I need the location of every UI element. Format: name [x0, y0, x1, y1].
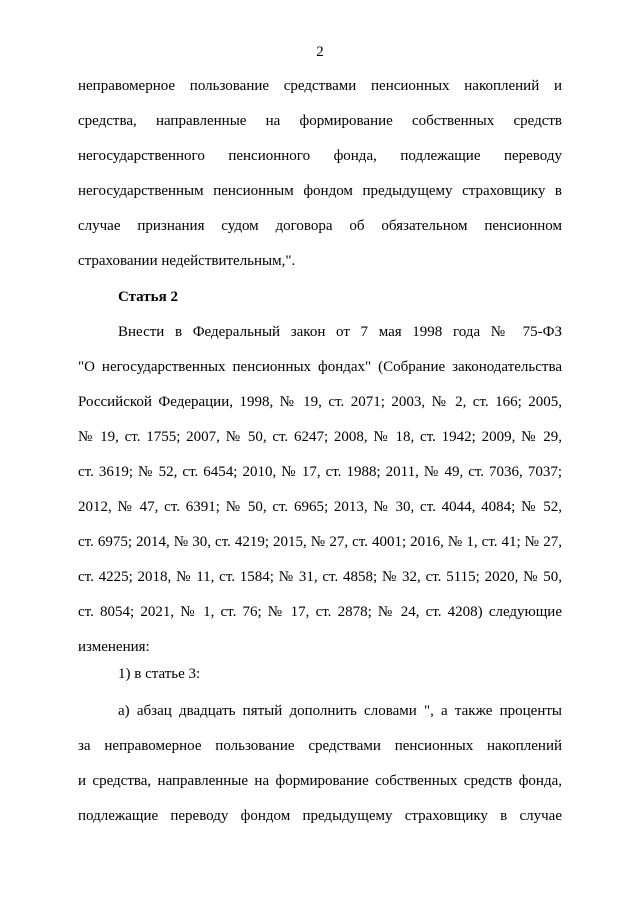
text-line: Внести в Федеральный закон от 7 мая 1998 года № 75-ФЗ	[118, 324, 562, 340]
text-line: и средства, направленные на формирование собственных средств фонда,	[78, 773, 562, 789]
text-line: подлежащие переводу фондом предыдущему страховщику в случае	[78, 808, 562, 824]
text-line: а) абзац двадцать пятый дополнить словами ", а также проценты	[118, 703, 562, 719]
text-line: негосударственного пенсионного фонда, подлежащие переводу	[78, 148, 562, 164]
paragraph-continuation	[78, 69, 562, 279]
text-line: Российской Федерации, 1998, № 19, ст. 2071; 2003, № 2, ст. 166; 2005,	[78, 394, 562, 410]
article-paragraph	[78, 315, 562, 665]
text-line: № 19, ст. 1755; 2007, № 50, ст. 6247; 2008, № 18, ст. 1942; 2009, № 29,	[78, 429, 562, 445]
text-line: случае признания судом договора об обязательном пенсионном	[78, 218, 562, 234]
list-item	[78, 657, 562, 692]
text-line: ст. 6975; 2014, № 30, ст. 4219; 2015, № 27, ст. 4001; 2016, № 1, ст. 41; № 27,	[78, 534, 562, 550]
text-line: "О негосударственных пенсионных фондах" (Собрание законодательства	[78, 359, 562, 375]
sub-item-paragraph	[78, 694, 562, 834]
text-line: изменения:	[78, 639, 150, 655]
text-line: ст. 8054; 2021, № 1, ст. 76; № 17, ст. 2878; № 24, ст. 4208) следующие	[78, 604, 562, 620]
text-line: ст. 4225; 2018, № 11, ст. 1584; № 31, ст. 4858; № 32, ст. 5115; 2020, № 50,	[78, 569, 562, 585]
text-line: страховании недействительным,".	[78, 253, 296, 269]
text-line: ст. 3619; № 52, ст. 6454; 2010, № 17, ст. 1988; 2011, № 49, ст. 7036, 7037;	[78, 464, 562, 480]
article-heading: Статья 2	[118, 289, 178, 305]
text-line: неправомерное пользование средствами пенсионных накоплений и	[78, 78, 562, 94]
text-line: негосударственным пенсионным фондом предыдущему страховщику в	[78, 183, 562, 199]
page-number: 2	[316, 44, 324, 60]
text-line: за неправомерное пользование средствами пенсионных накоплений	[78, 738, 562, 754]
text-line: 2012, № 47, ст. 6391; № 50, ст. 6965; 2013, № 30, ст. 4044, 4084; № 52,	[78, 499, 562, 515]
text-line: средства, направленные на формирование собственных средств	[78, 113, 562, 129]
text-line: 1) в статье 3:	[118, 666, 201, 682]
